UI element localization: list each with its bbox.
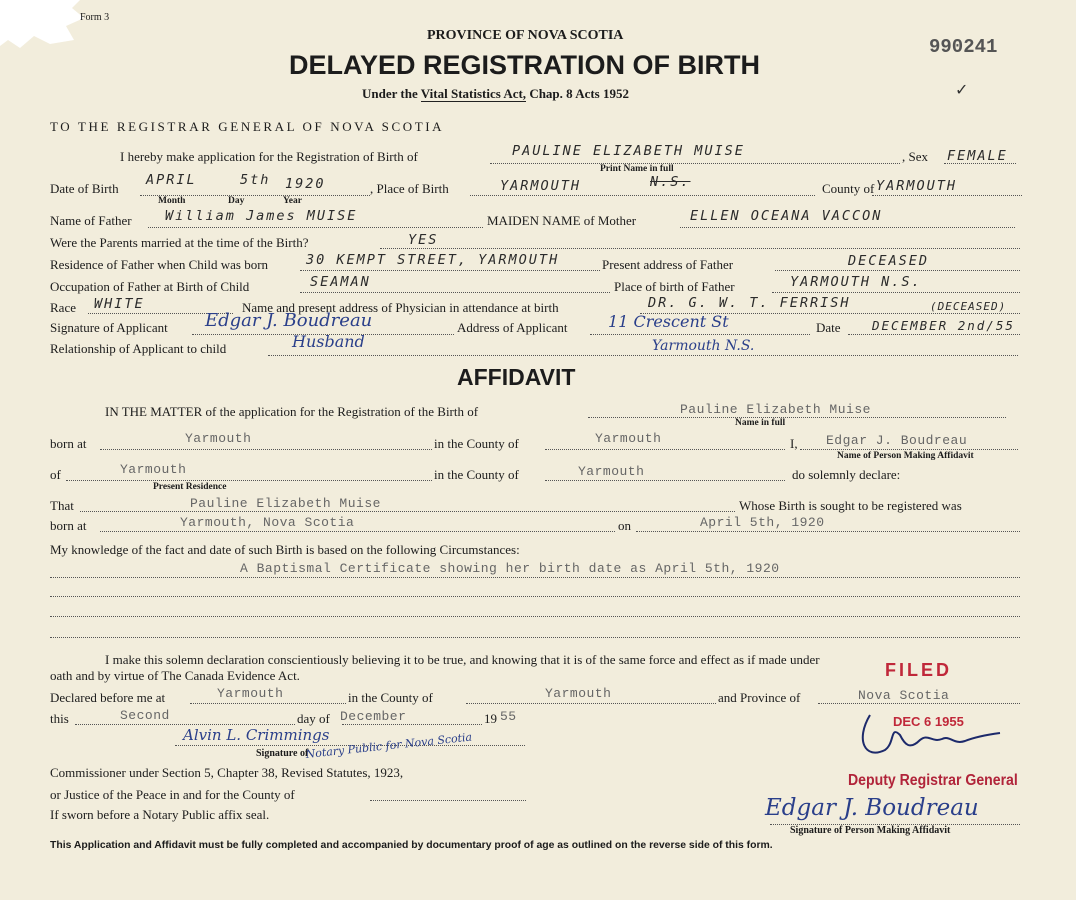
document-title: DELAYED REGISTRATION OF BIRTH xyxy=(289,50,761,80)
married-label: Were the Parents married at the time of the Birth? xyxy=(50,235,309,250)
born-at-value: Yarmouth xyxy=(185,431,252,446)
name-full-caption: Name in full xyxy=(735,418,786,428)
commissioner-line: Commissioner under Section 5, Chapter 38, Revised Statutes, 1923, xyxy=(50,765,404,780)
county-value: YARMOUTH xyxy=(876,178,958,194)
notary-note: Notary Public for Nova Scotia xyxy=(305,730,473,761)
commissioner-signature: Alvin L. Crimmings xyxy=(183,726,330,744)
declared-label: Declared before me at xyxy=(50,690,166,705)
relationship-value: Husband xyxy=(292,332,365,351)
year-prefix: 19 xyxy=(484,711,497,726)
residence-label: Residence of Father when Child was born xyxy=(50,257,269,272)
declared-province: Nova Scotia xyxy=(858,688,950,703)
occupation-label: Occupation of Father at Birth of Child xyxy=(50,279,250,294)
day-of-label: day of xyxy=(297,711,330,726)
whose-label: Whose Birth is sought to be registered was xyxy=(739,498,962,513)
print-name-caption: Print Name in full xyxy=(600,164,674,174)
person-caption: Name of Person Making Affidavit xyxy=(837,451,974,461)
county-label-1: in the County of xyxy=(434,436,519,451)
affidavit-child-name: Pauline Elizabeth Muise xyxy=(680,402,871,417)
applicant-address: 11 Crescent St xyxy=(608,312,729,331)
registrar-signature xyxy=(850,705,1010,765)
born-at-label-2: born at xyxy=(50,518,87,533)
of-label: of xyxy=(50,467,61,482)
physician-note: (DECEASED) xyxy=(930,300,1007,313)
dob-month: APRIL xyxy=(146,172,197,188)
declared-year: 55 xyxy=(500,709,517,724)
footer-note: This Application and Affidavit must be fully completed and accompanied by documentary proof of age as outlined on the reverse side of this form. xyxy=(50,840,773,851)
affidavit-title: AFFIDAVIT xyxy=(457,364,576,390)
father-birth-value: YARMOUTH N.S. xyxy=(790,274,922,290)
mother-label: MAIDEN NAME of Mother xyxy=(487,213,637,228)
applicant-address-label: Address of Applicant xyxy=(457,320,568,335)
declaration-line-1: I make this solemn declaration conscientiously believing it to be true, and knowing that it is of the same force and effect as if made under xyxy=(105,652,820,667)
act-reference: Under the Vital Statistics Act, Chap. 8 Acts 1952 xyxy=(362,86,629,101)
dob-label: Date of Birth xyxy=(50,181,119,196)
application-date: DECEMBER 2nd/55 xyxy=(872,318,1015,333)
pob-label: , Place of Birth xyxy=(370,181,449,196)
county-label: County of xyxy=(822,181,875,196)
county-value-2: Yarmouth xyxy=(578,464,645,479)
present-address-value: DECEASED xyxy=(848,253,930,269)
affiant-name: Edgar J. Boudreau xyxy=(826,433,968,448)
declared-county: Yarmouth xyxy=(545,686,612,701)
on-label: on xyxy=(618,518,631,533)
race-value: WHITE xyxy=(94,296,145,312)
pob-value: YARMOUTH xyxy=(500,178,582,194)
i-label: I, xyxy=(790,436,798,451)
year-caption: Year xyxy=(283,196,302,206)
date-label: Date xyxy=(816,320,841,335)
dob-year: 1920 xyxy=(285,176,326,192)
physician-value: DR. G. W. T. FERRISH xyxy=(648,295,851,311)
mother-name: ELLEN OCEANA VACCON xyxy=(690,208,883,224)
province-heading: PROVINCE OF NOVA SCOTIA xyxy=(427,28,624,43)
declaration-line-2: oath and by virtue of The Canada Evidence Act. xyxy=(50,668,300,683)
residence-place: Yarmouth xyxy=(120,462,187,477)
father-label: Name of Father xyxy=(50,213,132,228)
father-birth-label: Place of birth of Father xyxy=(614,279,735,294)
intro-label: I hereby make application for the Registration of Birth of xyxy=(120,149,418,164)
declared-at: Yarmouth xyxy=(217,686,284,701)
pob-extra: N.S. xyxy=(650,174,691,190)
physician-label: Name and present address of Physician in attendance at birth xyxy=(242,300,559,315)
affiant-signature: Edgar J. Boudreau xyxy=(765,795,979,821)
that-name: Pauline Elizabeth Muise xyxy=(190,496,381,511)
month-caption: Month xyxy=(158,196,186,206)
notary-line: If sworn before a Notary Public affix seal. xyxy=(50,807,270,822)
addressee: TO THE REGISTRAR GENERAL OF NOVA SCOTIA xyxy=(50,119,445,134)
that-label: That xyxy=(50,498,74,513)
stamp-date: DEC 6 1955 xyxy=(893,714,964,729)
deputy-registrar: Deputy Registrar General xyxy=(848,772,1018,789)
father-name: William James MUISE xyxy=(165,208,358,224)
sex-value: FEMALE xyxy=(947,148,1008,164)
race-label: Race xyxy=(50,300,76,315)
relationship-label: Relationship of Applicant to child xyxy=(50,341,227,356)
torn-corner xyxy=(0,0,90,50)
applicant-signature: Edgar J. Boudreau xyxy=(205,310,373,331)
signature-of-caption: Signature of xyxy=(256,748,309,759)
present-residence-caption: Present Residence xyxy=(153,482,227,492)
county-label-3: in the County of xyxy=(348,690,433,705)
residence-value: 30 KEMPT STREET, YARMOUTH xyxy=(306,252,560,268)
this-label: this xyxy=(50,711,69,726)
matter-label: IN THE MATTER of the application for the Registration of the Birth of xyxy=(105,404,479,419)
check-mark: ✓ xyxy=(955,82,969,99)
birth-date: April 5th, 1920 xyxy=(700,515,825,530)
applicant-address-line2: Yarmouth N.S. xyxy=(652,338,755,354)
form-number: Form 3 xyxy=(80,12,110,23)
filed-stamp: FILED xyxy=(885,660,952,680)
serial-number: 990241 xyxy=(929,36,998,58)
affiant-caption: Signature of Person Making Affidavit xyxy=(790,825,951,836)
circumstance-text: A Baptismal Certificate showing her birth date as April 5th, 1920 xyxy=(240,561,780,576)
born-at-label: born at xyxy=(50,436,87,451)
applicant-signature-label: Signature of Applicant xyxy=(50,320,168,335)
county-label-2: in the County of xyxy=(434,467,519,482)
declared-day: Second xyxy=(120,708,170,723)
sex-label: , Sex xyxy=(902,149,928,164)
knowledge-label: My knowledge of the fact and date of such Birth is based on the following Circumstances: xyxy=(50,542,520,557)
child-name: PAULINE ELIZABETH MUISE xyxy=(512,143,745,159)
province-label: and Province of xyxy=(718,690,801,705)
born-place: Yarmouth, Nova Scotia xyxy=(180,515,355,530)
dob-day: 5th xyxy=(240,172,271,188)
declared-month: December xyxy=(340,709,407,724)
present-address-label: Present address of Father xyxy=(602,257,734,272)
justice-line: or Justice of the Peace in and for the County of xyxy=(50,787,295,802)
married-value: YES xyxy=(408,232,439,248)
occupation-value: SEAMAN xyxy=(310,274,371,290)
county-value-1: Yarmouth xyxy=(595,431,662,446)
declare-label: do solemnly declare: xyxy=(792,467,901,482)
day-caption: Day xyxy=(228,196,245,206)
